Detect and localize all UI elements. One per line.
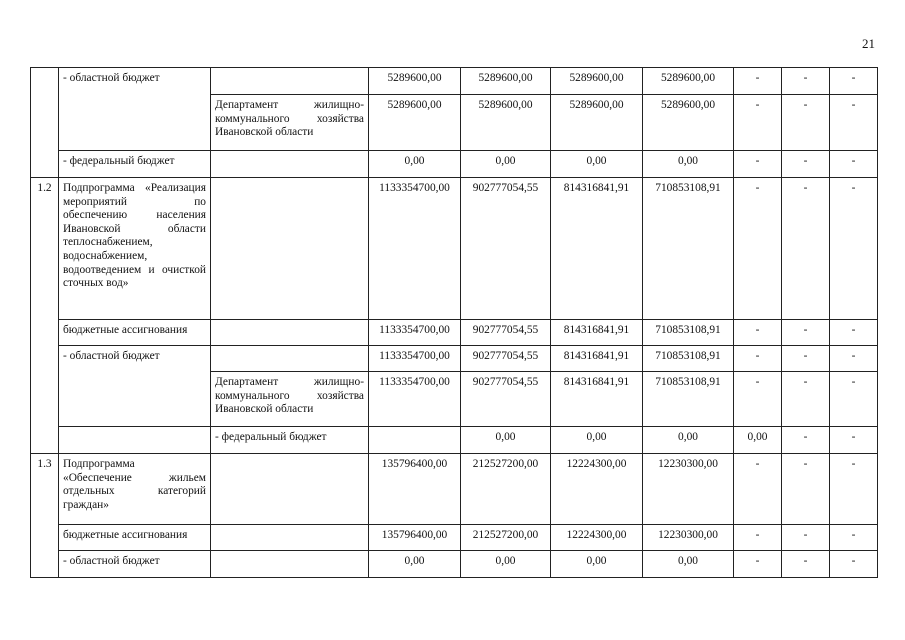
value-cell: 135796400,00 [369, 454, 461, 525]
department-cell [211, 151, 369, 178]
value-cell: 0,00 [643, 427, 734, 454]
department-cell [211, 551, 369, 578]
table-row [31, 551, 878, 578]
empty-value-cell: - [830, 427, 878, 454]
section-number-cell [59, 427, 211, 454]
value-cell: 0,00 [734, 427, 782, 454]
empty-value-cell: - [734, 68, 782, 95]
table-row [31, 427, 878, 454]
empty-value-cell: - [782, 95, 830, 151]
value-cell: 814316841,91 [551, 178, 643, 320]
program-name-cell: - федеральный бюджет [211, 427, 369, 454]
department-cell [211, 525, 369, 551]
table-row [31, 320, 878, 346]
empty-value-cell: - [830, 178, 878, 320]
table-row [31, 454, 878, 525]
value-cell: 5289600,00 [369, 68, 461, 95]
empty-value-cell: - [734, 372, 782, 427]
value-cell: 0,00 [461, 551, 551, 578]
value-cell: 135796400,00 [369, 525, 461, 551]
department-cell [211, 346, 369, 372]
empty-value-cell: - [830, 95, 878, 151]
value-cell: 710853108,91 [643, 372, 734, 427]
department-cell [211, 68, 369, 95]
department-cell: Департамент жилищно-коммунального хозяйства Ивановской области [211, 372, 369, 427]
value-cell: 5289600,00 [461, 68, 551, 95]
budget-table [30, 67, 878, 578]
empty-value-cell: - [734, 454, 782, 525]
empty-value-cell: - [830, 454, 878, 525]
value-cell: 1133354700,00 [369, 346, 461, 372]
table-row [31, 151, 878, 178]
value-cell: 5289600,00 [643, 95, 734, 151]
value-cell: 814316841,91 [551, 346, 643, 372]
value-cell: 5289600,00 [369, 95, 461, 151]
value-cell: 0,00 [369, 151, 461, 178]
empty-value-cell: - [782, 551, 830, 578]
department-cell [211, 454, 369, 525]
value-cell: 902777054,55 [461, 320, 551, 346]
program-name-cell: Подпрограмма «Реализация мероприятий по обеспечению населения Ивановской области теплоснабжением, водоснабжением, водоотведением и очисткой сточных вод» [59, 178, 211, 320]
value-cell: 710853108,91 [643, 178, 734, 320]
value-cell: 5289600,00 [551, 68, 643, 95]
value-cell: 5289600,00 [643, 68, 734, 95]
value-cell: 12224300,00 [551, 525, 643, 551]
empty-value-cell: - [782, 454, 830, 525]
table-row [31, 525, 878, 551]
value-cell: 1133354700,00 [369, 320, 461, 346]
value-cell: 814316841,91 [551, 372, 643, 427]
empty-value-cell: - [782, 178, 830, 320]
empty-value-cell: - [782, 320, 830, 346]
department-cell: Департамент жилищно-коммунального хозяйства Ивановской области [211, 95, 369, 151]
value-cell: 12224300,00 [551, 454, 643, 525]
empty-value-cell: - [782, 68, 830, 95]
empty-value-cell: - [830, 151, 878, 178]
empty-value-cell: - [830, 551, 878, 578]
empty-value-cell: - [734, 346, 782, 372]
value-cell: 212527200,00 [461, 454, 551, 525]
empty-value-cell: - [734, 151, 782, 178]
table-row [31, 178, 878, 320]
value-cell: 710853108,91 [643, 320, 734, 346]
value-cell: 902777054,55 [461, 346, 551, 372]
empty-value-cell: - [734, 95, 782, 151]
empty-value-cell: - [734, 320, 782, 346]
program-name-cell: Подпрограмма «Обеспечение жильем отдельных категорий граждан» [59, 454, 211, 525]
value-cell: 0,00 [461, 427, 551, 454]
program-name-cell: - областной бюджет [59, 68, 211, 151]
program-name-cell: бюджетные ассигнования [59, 525, 211, 551]
value-cell: 5289600,00 [551, 95, 643, 151]
value-cell: 0,00 [643, 151, 734, 178]
empty-value-cell: - [782, 346, 830, 372]
value-cell: 902777054,55 [461, 178, 551, 320]
empty-value-cell: - [782, 427, 830, 454]
value-cell: 0,00 [369, 551, 461, 578]
department-cell [211, 320, 369, 346]
section-number-cell: 1.3 [31, 454, 59, 578]
program-name-cell: - федеральный бюджет [59, 151, 211, 178]
value-cell: 12230300,00 [643, 525, 734, 551]
value-cell: 710853108,91 [643, 346, 734, 372]
section-number-cell: 1.2 [31, 178, 59, 454]
value-cell: 1133354700,00 [369, 178, 461, 320]
empty-value-cell: - [782, 151, 830, 178]
department-cell [369, 427, 461, 454]
table-row [31, 68, 878, 95]
empty-value-cell: - [782, 372, 830, 427]
empty-value-cell: - [734, 525, 782, 551]
table-row [31, 346, 878, 372]
value-cell: 814316841,91 [551, 320, 643, 346]
section-number-cell [31, 68, 59, 178]
empty-value-cell: - [830, 320, 878, 346]
empty-value-cell: - [830, 346, 878, 372]
value-cell: 12230300,00 [643, 454, 734, 525]
empty-value-cell: - [782, 525, 830, 551]
value-cell: 5289600,00 [461, 95, 551, 151]
value-cell: 902777054,55 [461, 372, 551, 427]
page-number: 21 [862, 36, 875, 51]
program-name-cell: - областной бюджет [59, 551, 211, 578]
empty-value-cell: - [830, 525, 878, 551]
value-cell: 0,00 [551, 151, 643, 178]
empty-value-cell: - [734, 178, 782, 320]
value-cell: 0,00 [643, 551, 734, 578]
empty-value-cell: - [830, 68, 878, 95]
empty-value-cell: - [830, 372, 878, 427]
value-cell: 1133354700,00 [369, 372, 461, 427]
program-name-cell: бюджетные ассигнования [59, 320, 211, 346]
value-cell: 0,00 [551, 427, 643, 454]
value-cell: 212527200,00 [461, 525, 551, 551]
department-cell [211, 178, 369, 320]
value-cell: 0,00 [461, 151, 551, 178]
value-cell: 0,00 [551, 551, 643, 578]
program-name-cell: - областной бюджет [59, 346, 211, 427]
empty-value-cell: - [734, 551, 782, 578]
